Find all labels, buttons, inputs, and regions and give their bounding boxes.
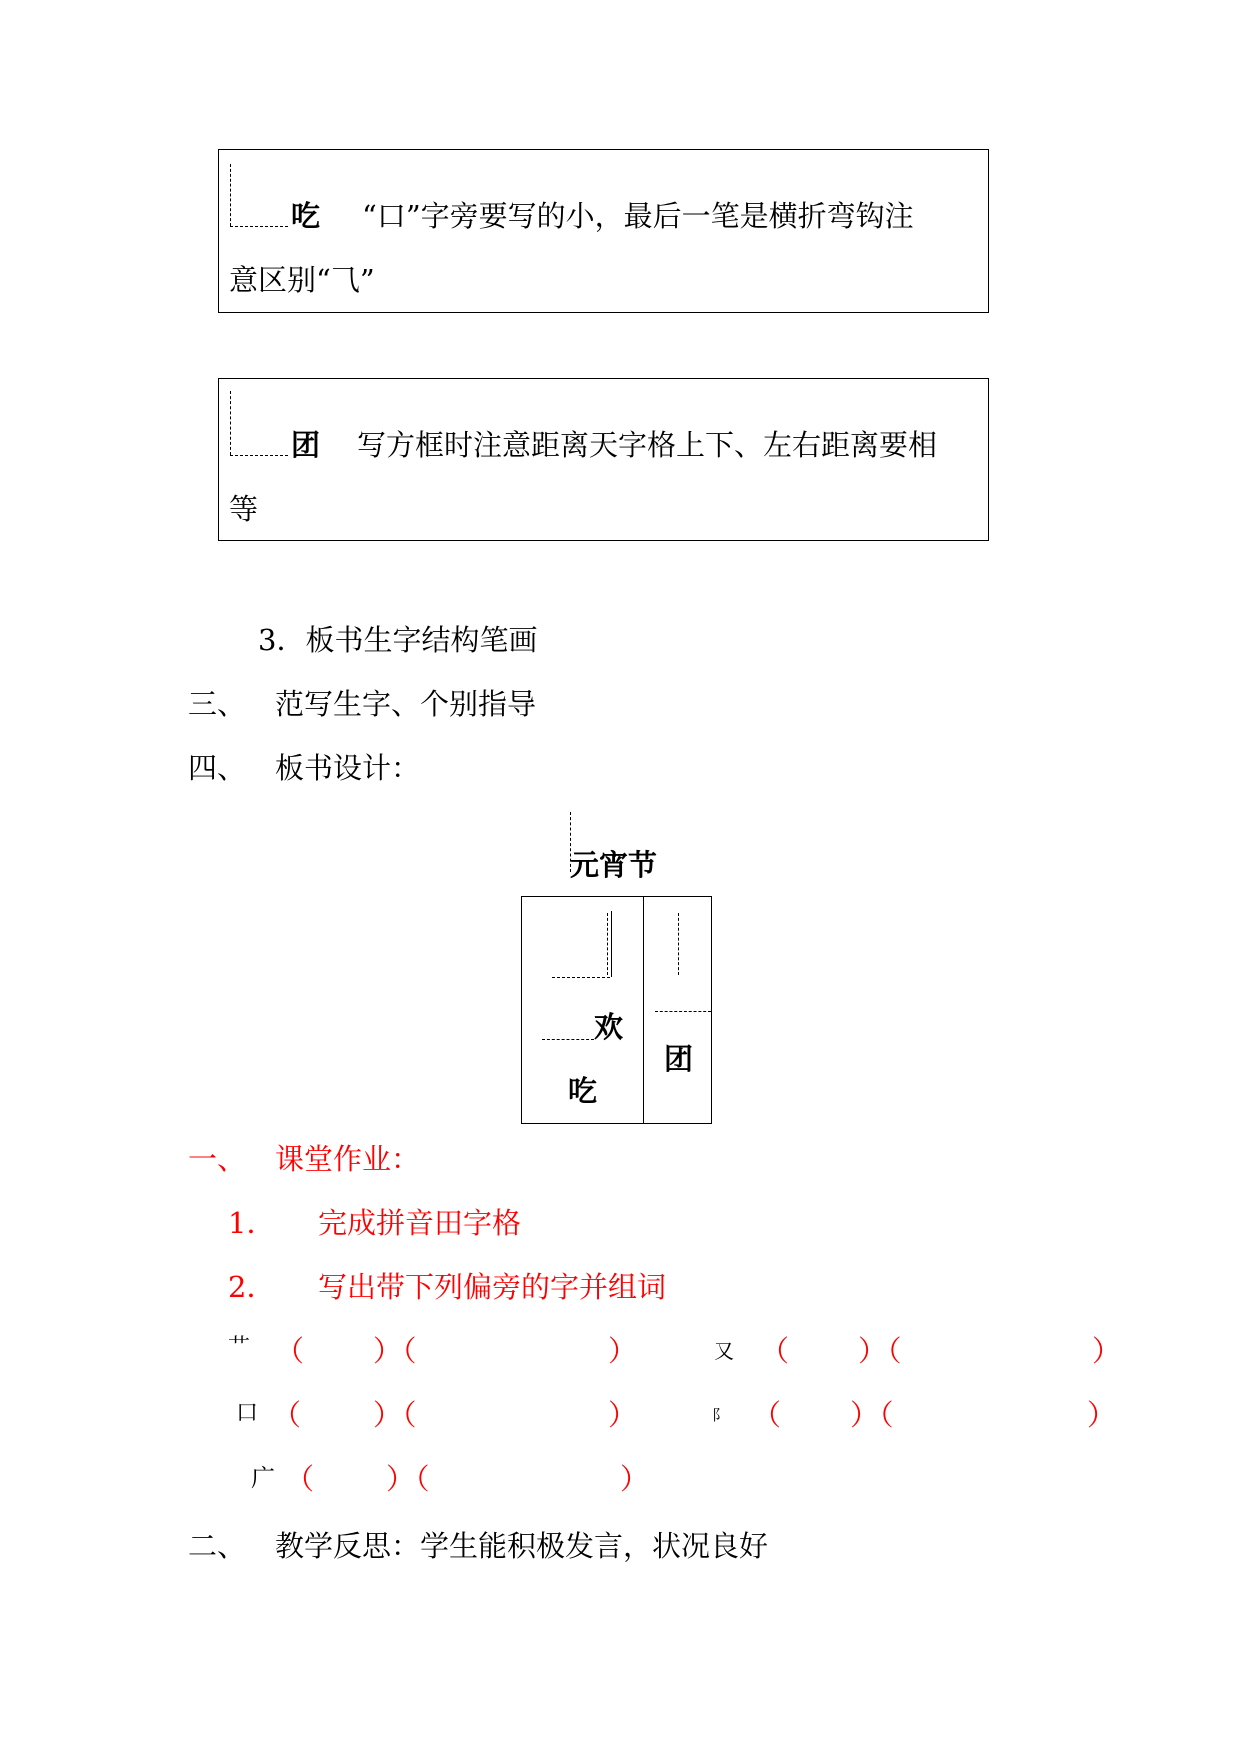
board-guide-line — [542, 1039, 594, 1040]
board-guide-line — [655, 1011, 711, 1012]
blank-open: （ — [285, 1462, 315, 1496]
blank-open: （ — [752, 1398, 782, 1432]
blank-close: ） — [608, 1334, 638, 1368]
blank-close: ） — [608, 1398, 638, 1432]
board-char: 团 — [664, 1042, 694, 1076]
note-char: 吃 — [291, 199, 321, 233]
blank-middle: ）（ — [373, 1398, 417, 1432]
homework-item-text: 写出带下列偏旁的字并组词 — [318, 1270, 667, 1304]
board-guide-line — [607, 913, 608, 975]
blank-middle: ）（ — [386, 1462, 430, 1496]
blank-open: （ — [275, 1334, 305, 1368]
board-divider — [643, 897, 644, 1123]
note-line-2: 等 — [229, 492, 259, 526]
reflection-text: 教学反思：学生能积极发言，状况良好 — [275, 1529, 769, 1563]
blank-close: ） — [1092, 1334, 1122, 1368]
section-4-text: 板书设计： — [275, 751, 421, 785]
blank-open: （ — [760, 1334, 790, 1368]
homework-item-number: 1． — [228, 1206, 276, 1240]
radical-char: 阝 — [712, 1406, 728, 1424]
section-3-text: 范写生字、个别指导 — [275, 687, 537, 721]
radical-char: 又 — [714, 1339, 734, 1363]
blank-middle: ）（ — [373, 1334, 417, 1368]
section-4-number: 四、 — [188, 751, 247, 785]
homework-item-text: 完成拼音田字格 — [318, 1206, 522, 1240]
guide-line — [230, 391, 231, 455]
note-line-1: 写方框时注意距离天字格上下、左右距离要相 — [357, 428, 938, 462]
guide-line — [230, 226, 288, 227]
radical-char: 艹 — [228, 1335, 251, 1360]
board-char: 欢 — [594, 1010, 624, 1044]
blank-middle: ）（ — [850, 1398, 894, 1432]
homework-title: 课堂作业： — [275, 1142, 421, 1176]
radical-char: 口 — [236, 1401, 259, 1426]
radical-char: 广 — [251, 1464, 275, 1492]
blank-open: （ — [272, 1398, 302, 1432]
homework-number: 一、 — [188, 1142, 247, 1176]
reflection-number: 二、 — [188, 1529, 247, 1563]
note-box-2 — [218, 378, 989, 541]
step-3: 3．板书生字结构笔画 — [258, 623, 538, 657]
blank-close: ） — [620, 1462, 650, 1496]
blank-close: ） — [1087, 1398, 1117, 1432]
guide-line — [230, 164, 231, 226]
note-line-1: “口”字旁要写的小，最后一笔是横折弯钩注 — [362, 199, 914, 233]
note-box-1 — [218, 149, 989, 313]
board-guide-line — [552, 977, 610, 978]
blank-middle: ）（ — [858, 1334, 902, 1368]
note-char: 团 — [291, 428, 321, 462]
homework-item-number: 2． — [228, 1270, 276, 1304]
guide-line — [230, 455, 288, 456]
board-title: 元宵节 — [570, 848, 658, 882]
board-guide-line — [678, 913, 679, 975]
note-line-2: 意区别“⺄” — [229, 263, 375, 297]
section-3-number: 三、 — [188, 687, 247, 721]
board-frame — [521, 896, 712, 1124]
board-guide-line — [611, 911, 612, 977]
board-char: 吃 — [568, 1074, 598, 1108]
